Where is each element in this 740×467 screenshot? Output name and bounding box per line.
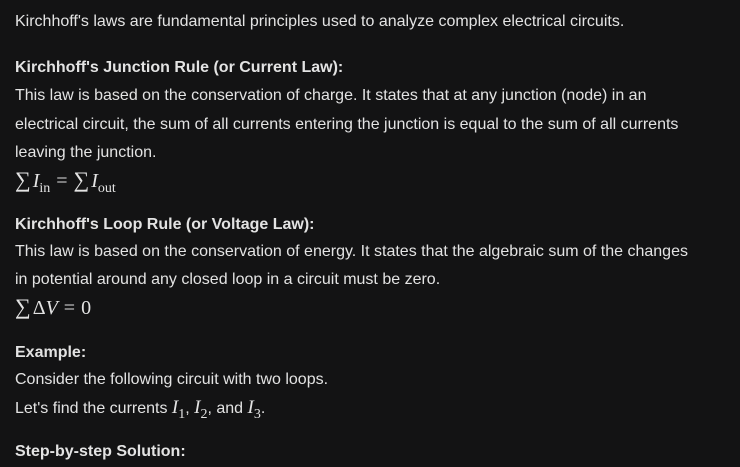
zero-value: 0 [81, 297, 92, 319]
subscript-1: 1 [178, 407, 186, 422]
junction-rule-text-line-3: leaving the junction. [15, 144, 157, 161]
current-variable: I [171, 397, 179, 418]
subscript-2: 2 [200, 407, 208, 422]
delta-symbol: Δ [32, 297, 46, 319]
and-separator: , and [207, 400, 248, 417]
example-heading: Example: [15, 344, 87, 361]
current-variable: I [32, 170, 40, 192]
example-text-line-1: Consider the following circuit with two loops. [15, 371, 329, 388]
example-line-2-prefix: Let's find the currents [15, 400, 172, 417]
current-variable: I [194, 397, 201, 418]
loop-rule-text-line-2: in potential around any closed loop in a circuit must be zero. [15, 271, 441, 288]
junction-rule-formula [15, 168, 116, 196]
current-variable: I [247, 397, 254, 418]
junction-rule-text-line-2: electrical circuit, the sum of all currents entering the junction is equal to the sum of all currents [15, 116, 679, 133]
subscript-3: 3 [253, 407, 261, 422]
loop-rule-text-line-1: This law is based on the conservation of energy. It states that the algebraic sum of the changes [15, 243, 688, 260]
equals-sign: = [56, 170, 68, 192]
equals-sign: = [63, 297, 76, 319]
solution-heading: Step-by-step Solution: [15, 443, 186, 460]
loop-rule-formula [15, 295, 91, 322]
intro-paragraph: Kirchhoff's laws are fundamental principles used to analyze complex electrical circuits. [15, 13, 625, 30]
period: . [260, 400, 266, 417]
junction-rule-heading: Kirchhoff's Junction Rule (or Current Law): [15, 59, 344, 76]
example-text-line-2 [15, 396, 265, 422]
sum-symbol: ∑ [73, 167, 90, 192]
voltage-variable: V [45, 297, 58, 319]
junction-rule-text-line-1: This law is based on the conservation of charge. It states that at any junction (node) in an [15, 87, 647, 104]
sum-symbol: ∑ [15, 167, 31, 192]
comma-separator: , [185, 400, 195, 417]
current-variable: I [91, 170, 98, 192]
loop-rule-heading: Kirchhoff's Loop Rule (or Voltage Law): [15, 216, 315, 233]
sum-symbol: ∑ [15, 294, 31, 319]
subscript-in: in [39, 181, 51, 196]
subscript-out: out [97, 181, 116, 196]
